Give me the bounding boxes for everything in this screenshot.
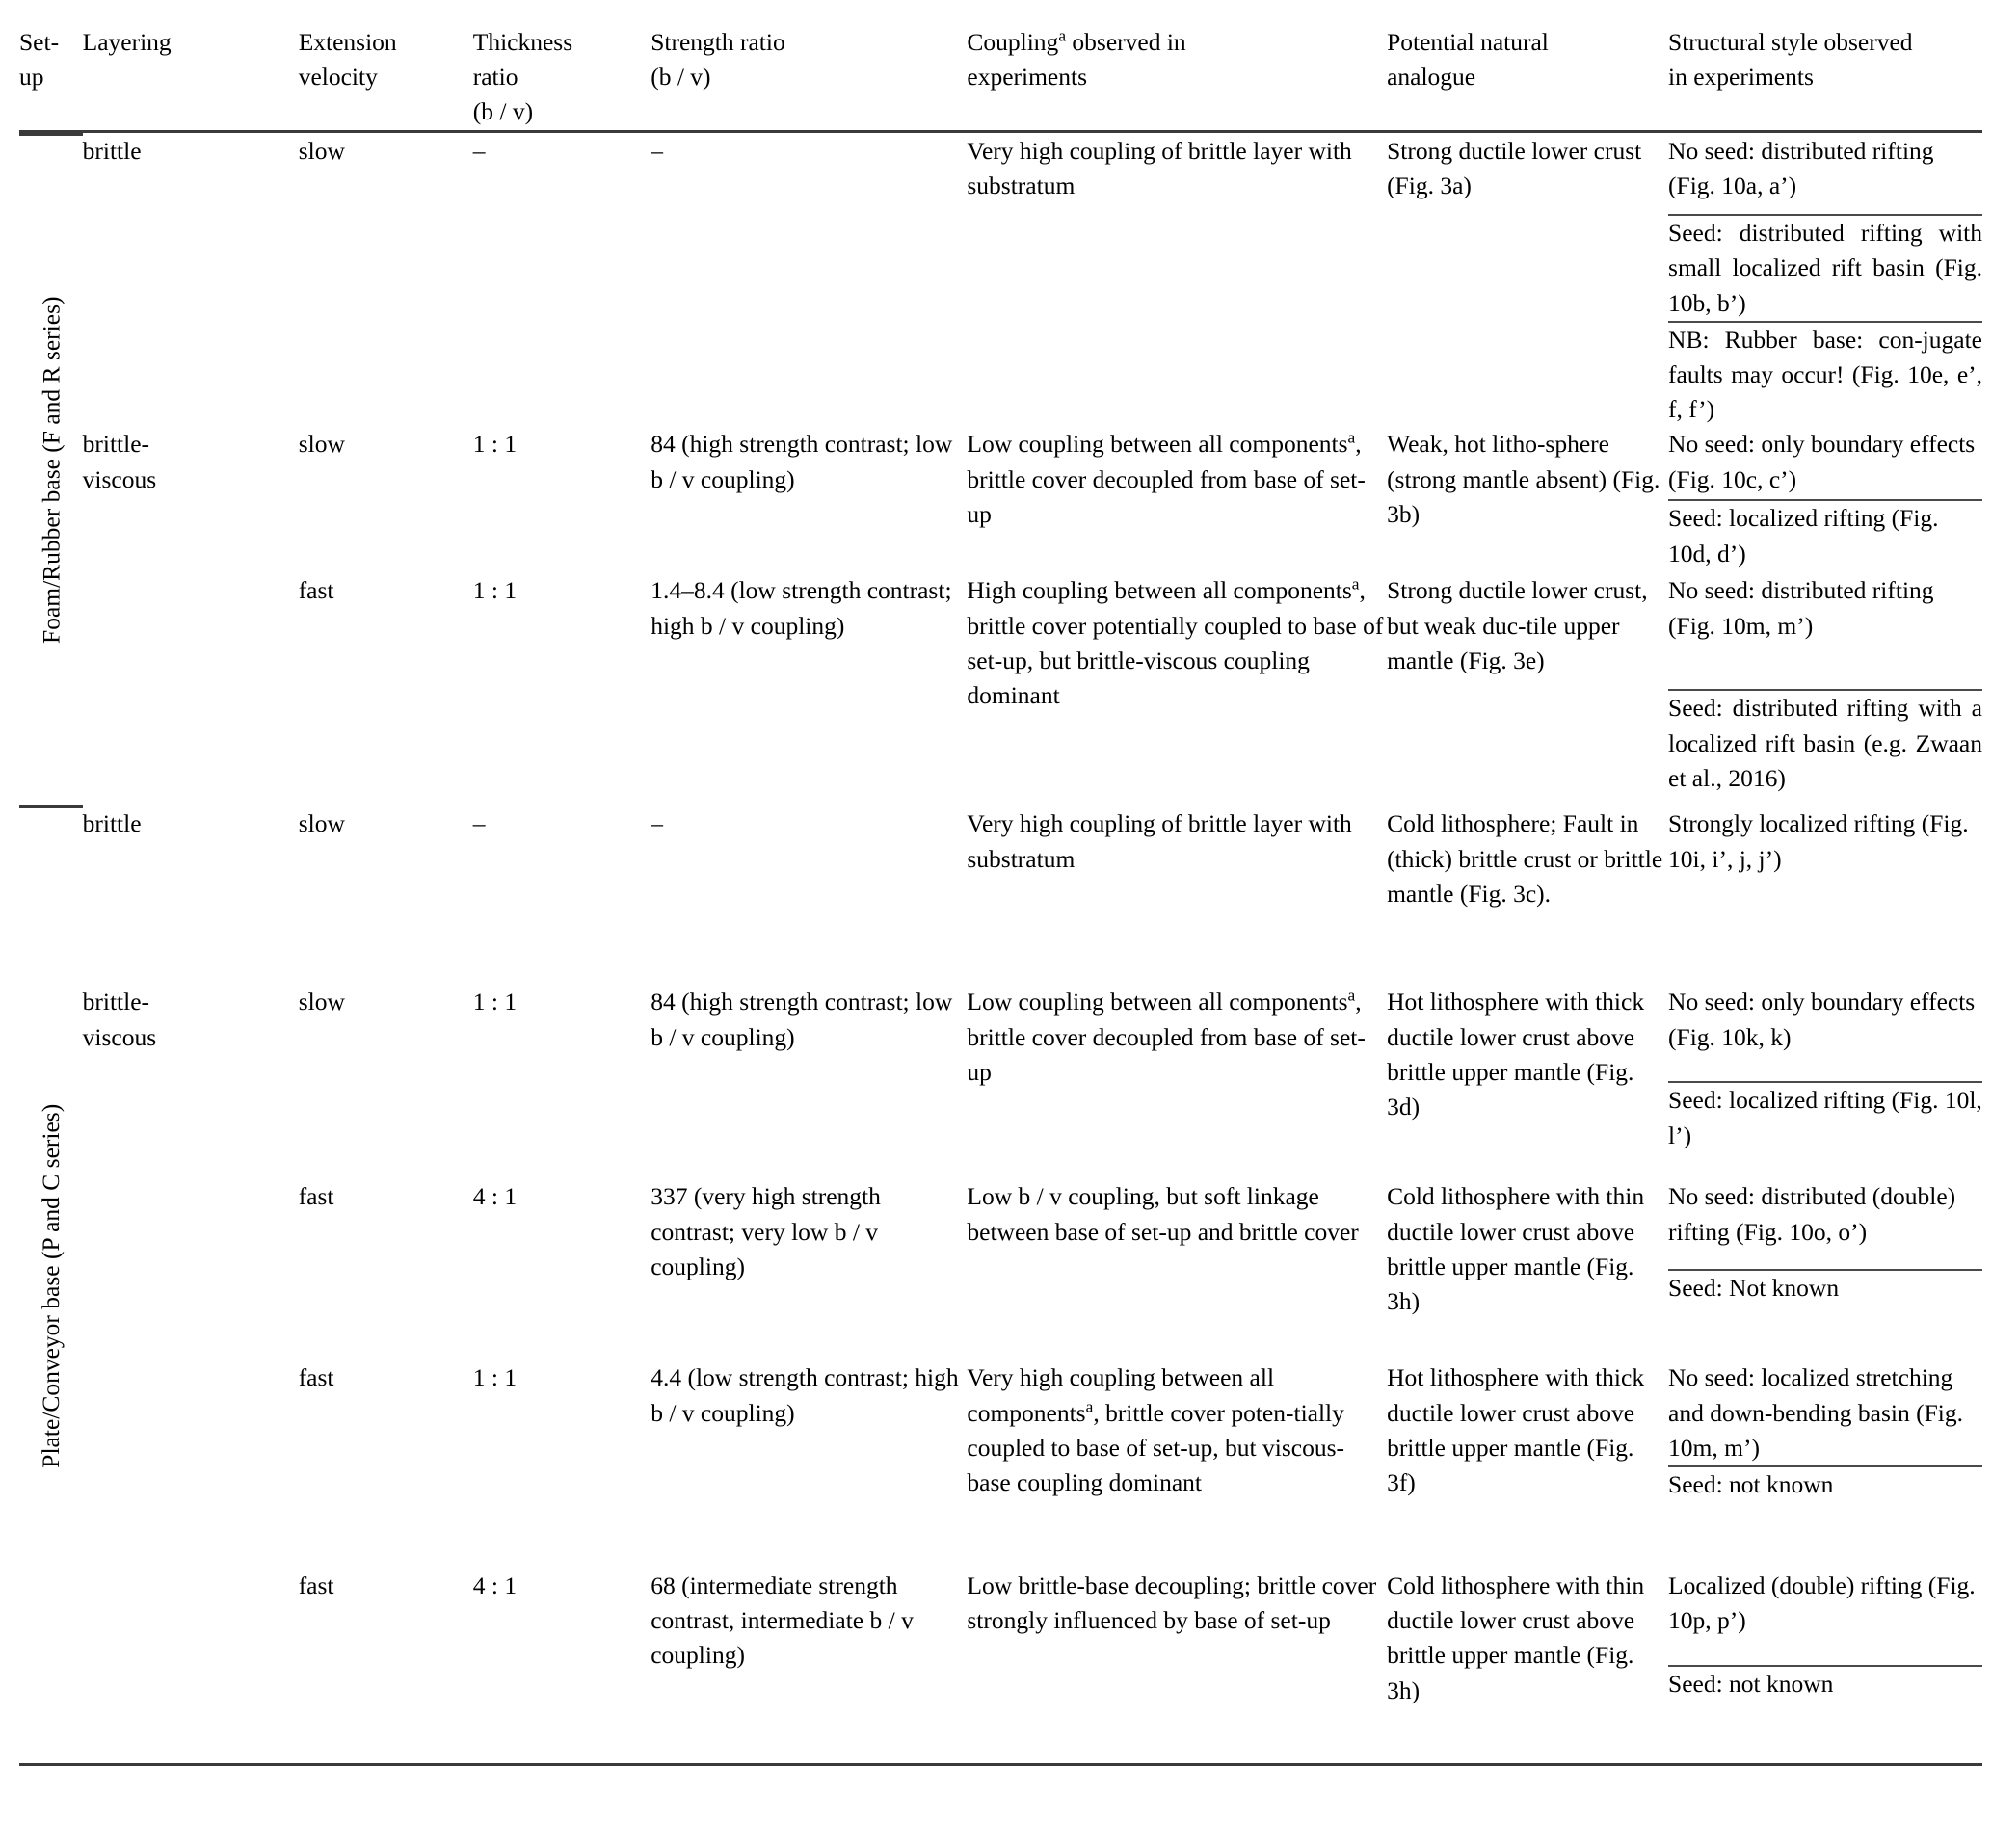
cell-velocity: slow	[298, 430, 345, 459]
header-label-analogue-line1: Potential natural	[1387, 28, 1549, 56]
coupling-text-cont: , brittle cover decoupled from base of set-up	[967, 430, 1366, 528]
cell-structural-style	[1668, 427, 1982, 573]
header-label-thickness-line2: ratio	[472, 63, 518, 92]
cell-velocity: slow	[298, 137, 345, 166]
structural-style-cell: NB: Rubber base: con-jugate faults may occur! (Fig. 10e, e’, f, f’)	[1668, 322, 1982, 428]
header-coupling-word: Coupling	[967, 28, 1059, 56]
cell-thickness-ratio: 1 : 1	[472, 988, 518, 1016]
structural-style-subtable	[1668, 1569, 1982, 1763]
structural-style-cell: Seed: not known	[1668, 1466, 1982, 1569]
structural-style-cell: Seed: distributed rifting with small localized rift basin (Fig. 10b, b’)	[1668, 215, 1982, 322]
layering-line: brittle	[82, 137, 142, 166]
cell-velocity: fast	[298, 576, 334, 605]
cell-natural-analogue: Cold lithosphere with thin ductile lower crust above brittle upper mantle (Fig. 3h)	[1387, 1182, 1645, 1315]
table-body	[19, 134, 1982, 1766]
cell-structural-style	[1668, 1569, 1982, 1765]
structural-style-row	[1668, 427, 1982, 500]
coupling-text-cont: , brittle cover potentially coupled to base of set-up, but brittle-viscous coupling dominant	[967, 576, 1384, 709]
setup-rotated-wrapper	[19, 808, 83, 1763]
structural-style-subtable	[1668, 1179, 1982, 1360]
cell-strength-ratio: –	[651, 137, 663, 166]
cell-setup	[19, 134, 83, 806]
cell-thickness-ratio: 4 : 1	[472, 1571, 518, 1599]
header-label-layering: Layering	[82, 28, 172, 56]
table-bottom-rule-row	[19, 1764, 1982, 1766]
cell-coupling: Very high coupling of brittle layer with substratum	[967, 809, 1352, 873]
cell-natural-analogue: Hot lithosphere with thick ductile lower crust above brittle upper mantle (Fig. 3d)	[1387, 988, 1645, 1121]
cell-thickness-ratio: 1 : 1	[472, 430, 518, 459]
cell-natural-analogue: Strong ductile lower crust, but weak duc-tile upper mantle (Fig. 3e)	[1387, 576, 1648, 674]
table-row	[19, 985, 1982, 1179]
table-row	[19, 1179, 1982, 1360]
structural-style-row	[1668, 500, 1982, 573]
table-row	[19, 806, 1982, 985]
cell-thickness-ratio: –	[472, 809, 486, 838]
header-label-thickness-line3: (b / v)	[472, 97, 534, 126]
cell-strength-ratio: 84 (high strength contrast; low b / v coupling)	[651, 988, 953, 1051]
cell-velocity: fast	[298, 1363, 334, 1392]
setup-label: Foam/Rubber base (F and R series)	[37, 296, 66, 645]
cell-coupling	[967, 427, 1387, 573]
cell-layering	[83, 985, 299, 1764]
header-label-strength-line1: Strength ratio	[651, 28, 785, 56]
cell-strength-ratio: –	[651, 809, 663, 838]
structural-style-row	[1668, 806, 1982, 985]
header-label-strength-line2: (b / v)	[651, 63, 711, 92]
header-cell-velocity	[299, 13, 473, 131]
structural-style-row	[1668, 1082, 1982, 1179]
header-cell-layering	[83, 13, 299, 131]
structural-style-row	[1668, 690, 1982, 806]
header-coupling-rest: observed in	[1066, 28, 1186, 56]
header-cell-setup	[19, 13, 83, 131]
table-header	[19, 13, 1982, 134]
table-row	[19, 573, 1982, 806]
structural-style-cell: No seed: distributed rifting (Fig. 10m, m’)	[1668, 576, 1934, 640]
structural-style-cell: Seed: Not known	[1668, 1270, 1982, 1360]
structural-style-cell: Localized (double) rifting (Fig. 10p, p’)	[1668, 1571, 1976, 1635]
structural-style-subtable	[1668, 134, 1982, 427]
layering-line: brittle-	[82, 988, 150, 1016]
cell-strength-ratio: 337 (very high strength contrast; very low b / v coupling)	[651, 1182, 881, 1280]
cell-structural-style	[1668, 985, 1982, 1179]
structural-style-subtable	[1668, 806, 1982, 985]
header-cell-structure	[1668, 13, 1982, 131]
structural-style-cell: No seed: distributed rifting (Fig. 10a, a’)	[1668, 137, 1934, 200]
cell-velocity: slow	[298, 809, 345, 838]
cell-thickness-ratio: 4 : 1	[472, 1182, 518, 1211]
structural-style-row	[1668, 215, 1982, 322]
header-cell-coupling	[967, 13, 1387, 131]
structural-style-row	[1668, 134, 1982, 215]
structural-style-row	[1668, 1270, 1982, 1360]
header-row	[19, 13, 1982, 131]
header-label-coupling-line2: experiments	[967, 63, 1087, 92]
cell-natural-analogue: Hot lithosphere with thick ductile lower crust above brittle upper mantle (Fig. 3f)	[1387, 1363, 1645, 1496]
cell-natural-analogue: Strong ductile lower crust (Fig. 3a)	[1387, 137, 1642, 200]
structural-style-cell: Strongly localized rifting (Fig. 10i, i’, j, j’)	[1668, 809, 1969, 873]
structural-style-cell: No seed: only boundary effects (Fig. 10c, c’)	[1668, 430, 1976, 493]
structural-style-cell: No seed: localized stretching and down-bending basin (Fig. 10m, m’)	[1668, 1363, 1963, 1462]
setup-label: Plate/Conveyor base (P and C series)	[37, 1103, 66, 1468]
structural-style-row	[1668, 1466, 1982, 1569]
cell-thickness-ratio: 1 : 1	[472, 576, 518, 605]
layering-line: viscous	[82, 1022, 157, 1051]
structural-style-row	[1668, 573, 1982, 690]
cell-setup	[19, 806, 83, 1764]
cell-structural-style	[1668, 1179, 1982, 1360]
structural-style-cell: Seed: distributed rifting with a localized rift basin (e.g. Zwaan et al., 2016)	[1668, 690, 1982, 806]
cell-layering	[83, 134, 299, 427]
structural-style-subtable	[1668, 427, 1982, 573]
cell-natural-analogue: Cold lithosphere; Fault in (thick) brittle crust or brittle mantle (Fig. 3c).	[1387, 809, 1663, 908]
cell-coupling: Low b / v coupling, but soft linkage between base of set-up and brittle cover	[967, 1182, 1359, 1246]
cell-coupling: Low brittle-base decoupling; brittle cover strongly influenced by base of set-up	[967, 1571, 1377, 1635]
structural-style-cell: Seed: not known	[1668, 1666, 1982, 1763]
structural-style-row	[1668, 1666, 1982, 1763]
cell-thickness-ratio: –	[472, 137, 486, 166]
structural-style-row	[1668, 1569, 1982, 1666]
header-label-analogue-line2: analogue	[1387, 63, 1476, 92]
structural-style-subtable	[1668, 573, 1982, 806]
coupling-text-main: Low coupling between all components	[967, 430, 1348, 459]
table-row	[19, 1569, 1982, 1765]
cell-layering	[83, 806, 299, 985]
coupling-text-main: High coupling between all components	[967, 576, 1352, 605]
header-cell-strength	[651, 13, 967, 131]
cell-coupling	[967, 1360, 1387, 1569]
layering-line: viscous	[82, 464, 157, 493]
table-page	[0, 13, 1992, 1848]
header-label-coupling-line1	[967, 25, 1387, 60]
cell-strength-ratio: 1.4–8.4 (low strength contrast; high b / v coupling)	[651, 576, 952, 640]
cell-natural-analogue: Cold lithosphere with thin ductile lower crust above brittle upper mantle (Fig. 3h)	[1387, 1571, 1645, 1704]
layering-line: brittle-	[82, 430, 150, 459]
footnote-marker-a: a	[1347, 986, 1356, 1005]
table-row	[19, 427, 1982, 573]
cell-structural-style	[1668, 806, 1982, 985]
structural-style-row	[1668, 1179, 1982, 1270]
footnote-marker-a: a	[1347, 428, 1356, 447]
coupling-text-main: Low coupling between all components	[967, 988, 1348, 1016]
header-label-structure-line1: Structural style observed	[1668, 28, 1913, 56]
cell-velocity: fast	[298, 1571, 334, 1599]
coupling-text-cont: , brittle cover poten-tially coupled to base of set-up, but viscous-base coupling dominant	[967, 1398, 1345, 1496]
cell-coupling	[967, 573, 1387, 806]
cell-coupling: Very high coupling of brittle layer with substratum	[967, 137, 1352, 200]
footnote-marker-a: a	[1085, 1397, 1094, 1416]
cell-structural-style	[1668, 134, 1982, 427]
table-row	[19, 1360, 1982, 1569]
coupling-text-cont: , brittle cover decoupled from base of set-up	[967, 988, 1366, 1086]
layering-line: brittle	[82, 809, 142, 838]
footnote-marker-a: a	[1058, 26, 1067, 45]
header-label-setup: Set-up	[19, 28, 60, 92]
cell-structural-style	[1668, 573, 1982, 806]
coupling-text-main: Very high coupling between all components	[967, 1363, 1275, 1427]
structural-style-row	[1668, 322, 1982, 428]
setup-rotated-wrapper	[19, 136, 83, 805]
comparison-table	[19, 13, 1982, 1766]
cell-thickness-ratio: 1 : 1	[472, 1363, 518, 1392]
structural-style-subtable	[1668, 1360, 1982, 1569]
structural-style-row	[1668, 1360, 1982, 1466]
cell-coupling	[967, 985, 1387, 1179]
structural-style-cell: No seed: distributed (double) rifting (Fig. 10o, o’)	[1668, 1182, 1956, 1246]
header-cell-thickness	[473, 13, 651, 131]
table-bottom-rule	[19, 1764, 1982, 1766]
header-label-structure-line2: in experiments	[1668, 63, 1814, 92]
structural-style-cell: No seed: only boundary effects (Fig. 10k, k)	[1668, 988, 1976, 1051]
cell-velocity: slow	[298, 988, 345, 1016]
structural-style-row	[1668, 985, 1982, 1082]
header-label-velocity-line1: Extension	[298, 28, 397, 56]
cell-velocity: fast	[298, 1182, 334, 1211]
structural-style-cell: Seed: localized rifting (Fig. 10l, l’)	[1668, 1082, 1982, 1179]
structural-style-cell: Seed: localized rifting (Fig. 10d, d’)	[1668, 500, 1982, 573]
cell-strength-ratio: 84 (high strength contrast; low b / v coupling)	[651, 430, 953, 493]
footnote-marker-a: a	[1351, 574, 1360, 594]
cell-strength-ratio: 4.4 (low strength contrast; high b / v coupling)	[651, 1363, 959, 1427]
cell-layering	[83, 427, 299, 806]
cell-natural-analogue: Weak, hot litho-sphere (strong mantle absent) (Fig. 3b)	[1387, 430, 1660, 528]
structural-style-subtable	[1668, 985, 1982, 1179]
cell-structural-style	[1668, 1360, 1982, 1569]
cell-strength-ratio: 68 (intermediate strength contrast, intermediate b / v coupling)	[651, 1571, 914, 1670]
header-cell-analogue	[1387, 13, 1668, 131]
header-label-velocity-line2: velocity	[298, 63, 378, 92]
table-row	[19, 134, 1982, 427]
header-label-thickness-line1: Thickness	[472, 28, 573, 56]
